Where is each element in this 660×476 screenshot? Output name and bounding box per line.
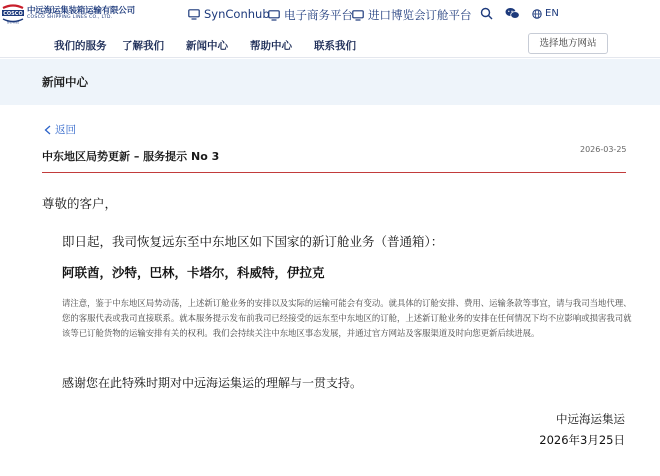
import-expo-link[interactable] — [352, 7, 472, 23]
article-date: 2026-03-25 — [580, 145, 627, 154]
import-expo-label: 进口博览会订舱平台 — [368, 8, 472, 22]
logo-text-en: COSCO SHIPPING LINES CO., LTD. — [27, 15, 113, 20]
article-signature: 中远海运集运 — [556, 412, 625, 426]
article-thanks: 感谢您在此特殊时期对中远海运集运的理解与一贯支持。 — [62, 376, 363, 390]
article-intro: 即日起，我司恢复远东至中东地区如下国家的新订舱业务（普通箱）： — [62, 234, 444, 249]
svg-text:SHIPPING: SHIPPING — [6, 21, 20, 25]
article-greeting: 尊敬的客户， — [42, 196, 118, 211]
select-region-button[interactable]: 选择地方网站 — [528, 33, 608, 54]
nav-item-services[interactable]: 我们的服务 — [54, 40, 107, 52]
nav-item-news[interactable]: 新闻中心 — [186, 40, 228, 52]
nav-item-help[interactable]: 帮助中心 — [250, 40, 292, 52]
page-banner — [0, 59, 660, 105]
page-title: 新闻中心 — [42, 75, 88, 89]
monitor-icon — [188, 9, 200, 20]
logo-text-cn: 中远海运集装箱运输有限公司 — [27, 6, 135, 16]
back-label: 返回 — [55, 124, 76, 136]
article-notice: 请注意，鉴于中东地区局势动荡，上述新订舱业务的安排以及实际的运输可能会有变动。就具体的订舱安排、费用、运输条款等事宜，请与我司当地代理、您的客服代表或我司直接联系。就本服务提示发布前我司已经接受的远东至中东地区的订舱，上述新订舱业务的安排在任何情况下均不应影响或损害我司就该等已订舱货物的运输安排有关的权利。我们会持续关注中东地区事态发展，并通过官方网站及客服渠道及时向您更新后续进展。 — [62, 298, 632, 338]
back-link[interactable] — [44, 122, 76, 137]
article-title: 中东地区局势更新 – 服务提示 No 3 — [42, 150, 220, 163]
synconhub-label: SynConhub — [204, 7, 270, 21]
wechat-icon[interactable] — [505, 7, 520, 20]
synconhub-link[interactable] — [188, 7, 270, 21]
globe-icon — [532, 9, 542, 19]
article-signature-date: 2026年3月25日 — [539, 433, 625, 447]
monitor-icon — [268, 10, 280, 21]
chevron-left-icon — [44, 125, 51, 135]
language-label: EN — [545, 8, 559, 19]
nav-item-about[interactable]: 了解我们 — [122, 40, 164, 52]
cosco-logo-icon — [1, 3, 25, 25]
language-switch[interactable] — [532, 8, 559, 19]
search-icon[interactable] — [480, 7, 493, 20]
monitor-icon — [352, 10, 364, 21]
top-bar — [0, 0, 660, 30]
ecommerce-label: 电子商务平台 — [284, 8, 353, 22]
svg-text:COSCO: COSCO — [3, 11, 23, 17]
ecommerce-link[interactable] — [268, 7, 353, 23]
title-divider — [42, 172, 626, 173]
company-logo[interactable] — [0, 2, 135, 26]
nav-item-contact[interactable]: 联系我们 — [314, 40, 356, 52]
article-countries: 阿联酋，沙特，巴林，卡塔尔，科威特，伊拉克 — [62, 265, 325, 280]
